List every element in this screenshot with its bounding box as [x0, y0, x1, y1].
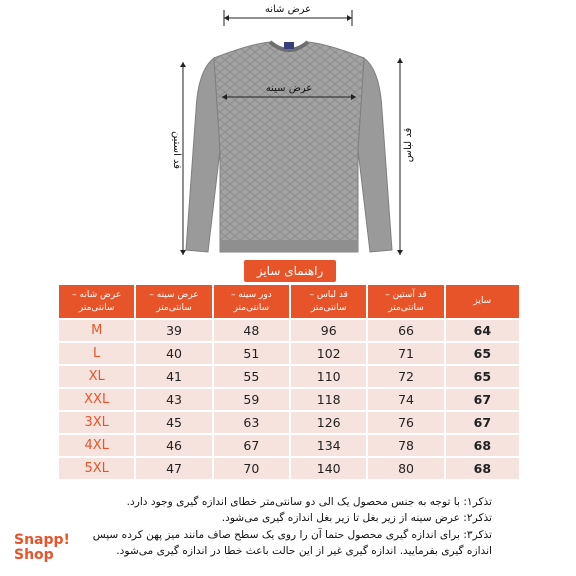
sleeve-cell: 68 — [446, 435, 519, 456]
chest-circ-cell: 140 — [291, 458, 366, 479]
chest-width-label: عرض سینه — [265, 83, 313, 94]
logo-line-1: Snapp! — [14, 532, 70, 548]
col-garment-length: قد لباس – سانتی‌متر — [291, 285, 366, 318]
sweater-body — [214, 42, 364, 252]
sleeve-length-label: قد آستین — [171, 130, 182, 170]
size-cell: M — [59, 320, 134, 341]
chest-circ-cell: 126 — [291, 412, 366, 433]
note-1: تذکر۱: با توجه به جنس محصول یک الی دو سانتی‌متر خطای اندازه گیری وجود دارد. — [126, 496, 492, 508]
sleeve-cell: 67 — [446, 412, 519, 433]
sweater-illustration — [0, 0, 576, 262]
left-sleeve — [186, 58, 220, 252]
table-row — [59, 366, 519, 387]
col-chest-circumference: دور سینه – سانتی‌متر — [214, 285, 289, 318]
size-cell: L — [59, 343, 134, 364]
chest-width-cell: 51 — [214, 343, 289, 364]
table-row — [59, 458, 519, 479]
table-header-row — [59, 285, 519, 318]
table-row — [59, 435, 519, 456]
size-cell: XL — [59, 366, 134, 387]
chest-circ-cell: 96 — [291, 320, 366, 341]
length-cell: 71 — [368, 343, 443, 364]
chest-width-cell: 63 — [214, 412, 289, 433]
table-row — [59, 412, 519, 433]
logo-line-2: Shop — [14, 547, 54, 563]
length-cell: 74 — [368, 389, 443, 410]
chest-width-cell: 59 — [214, 389, 289, 410]
shoulder-cell: 45 — [136, 412, 211, 433]
shoulder-cell: 41 — [136, 366, 211, 387]
size-cell: XXL — [59, 389, 134, 410]
size-cell: 5XL — [59, 458, 134, 479]
right-sleeve — [358, 58, 392, 252]
snappshop-logo — [14, 533, 70, 563]
shoulder-cell: 39 — [136, 320, 211, 341]
length-cell: 66 — [368, 320, 443, 341]
table-row — [59, 389, 519, 410]
brand-tag — [284, 42, 294, 49]
table-row — [59, 343, 519, 364]
shoulder-cell: 43 — [136, 389, 211, 410]
chest-width-cell: 70 — [214, 458, 289, 479]
size-cell: 4XL — [59, 435, 134, 456]
chest-circ-cell: 110 — [291, 366, 366, 387]
size-table — [57, 283, 521, 481]
sleeve-cell: 68 — [446, 458, 519, 479]
chest-circ-cell: 102 — [291, 343, 366, 364]
chest-width-cell: 67 — [214, 435, 289, 456]
length-cell: 76 — [368, 412, 443, 433]
shoulder-cell: 47 — [136, 458, 211, 479]
shoulder-cell: 46 — [136, 435, 211, 456]
sleeve-cell: 67 — [446, 389, 519, 410]
length-cell: 80 — [368, 458, 443, 479]
chest-circ-cell: 118 — [291, 389, 366, 410]
col-sleeve-length: عرض شانه – سانتی‌متر — [59, 285, 134, 318]
garment-length-label: قد لباس — [403, 127, 414, 163]
table-row — [59, 320, 519, 341]
shoulder-cell: 40 — [136, 343, 211, 364]
size-guide-title: راهنمای سایز — [244, 260, 336, 282]
sleeve-cell: 65 — [446, 366, 519, 387]
note-2: تذکر۲: عرض سینه از زیر بغل تا زیر بغل اندازه گیری می‌شود. — [221, 512, 492, 525]
chest-circ-cell: 134 — [291, 435, 366, 456]
chest-width-cell: 48 — [214, 320, 289, 341]
sweater-hem — [220, 240, 358, 252]
col-shoulder-width: قد آستین – سانتی‌متر — [368, 285, 443, 318]
size-cell: 3XL — [59, 412, 134, 433]
chest-width-cell: 55 — [214, 366, 289, 387]
length-cell: 72 — [368, 366, 443, 387]
sleeve-cell: 64 — [446, 320, 519, 341]
col-size: سایز — [446, 285, 519, 318]
col-chest-width: عرض سینه – سانتی‌متر — [136, 285, 211, 318]
shoulder-width-label: عرض شانه — [264, 4, 312, 15]
measurement-notes — [72, 494, 492, 560]
note-3: تذکر۳: برای اندازه گیری محصول حتما آن را روی یک سطح صاف مانند میز پهن کرده سپس اندازه گیری بفرمایید. اندازه گیری غیر از این حالت باعث خطا در اندازه گیری می‌شود. — [92, 528, 492, 558]
length-cell: 78 — [368, 435, 443, 456]
sleeve-cell: 65 — [446, 343, 519, 364]
